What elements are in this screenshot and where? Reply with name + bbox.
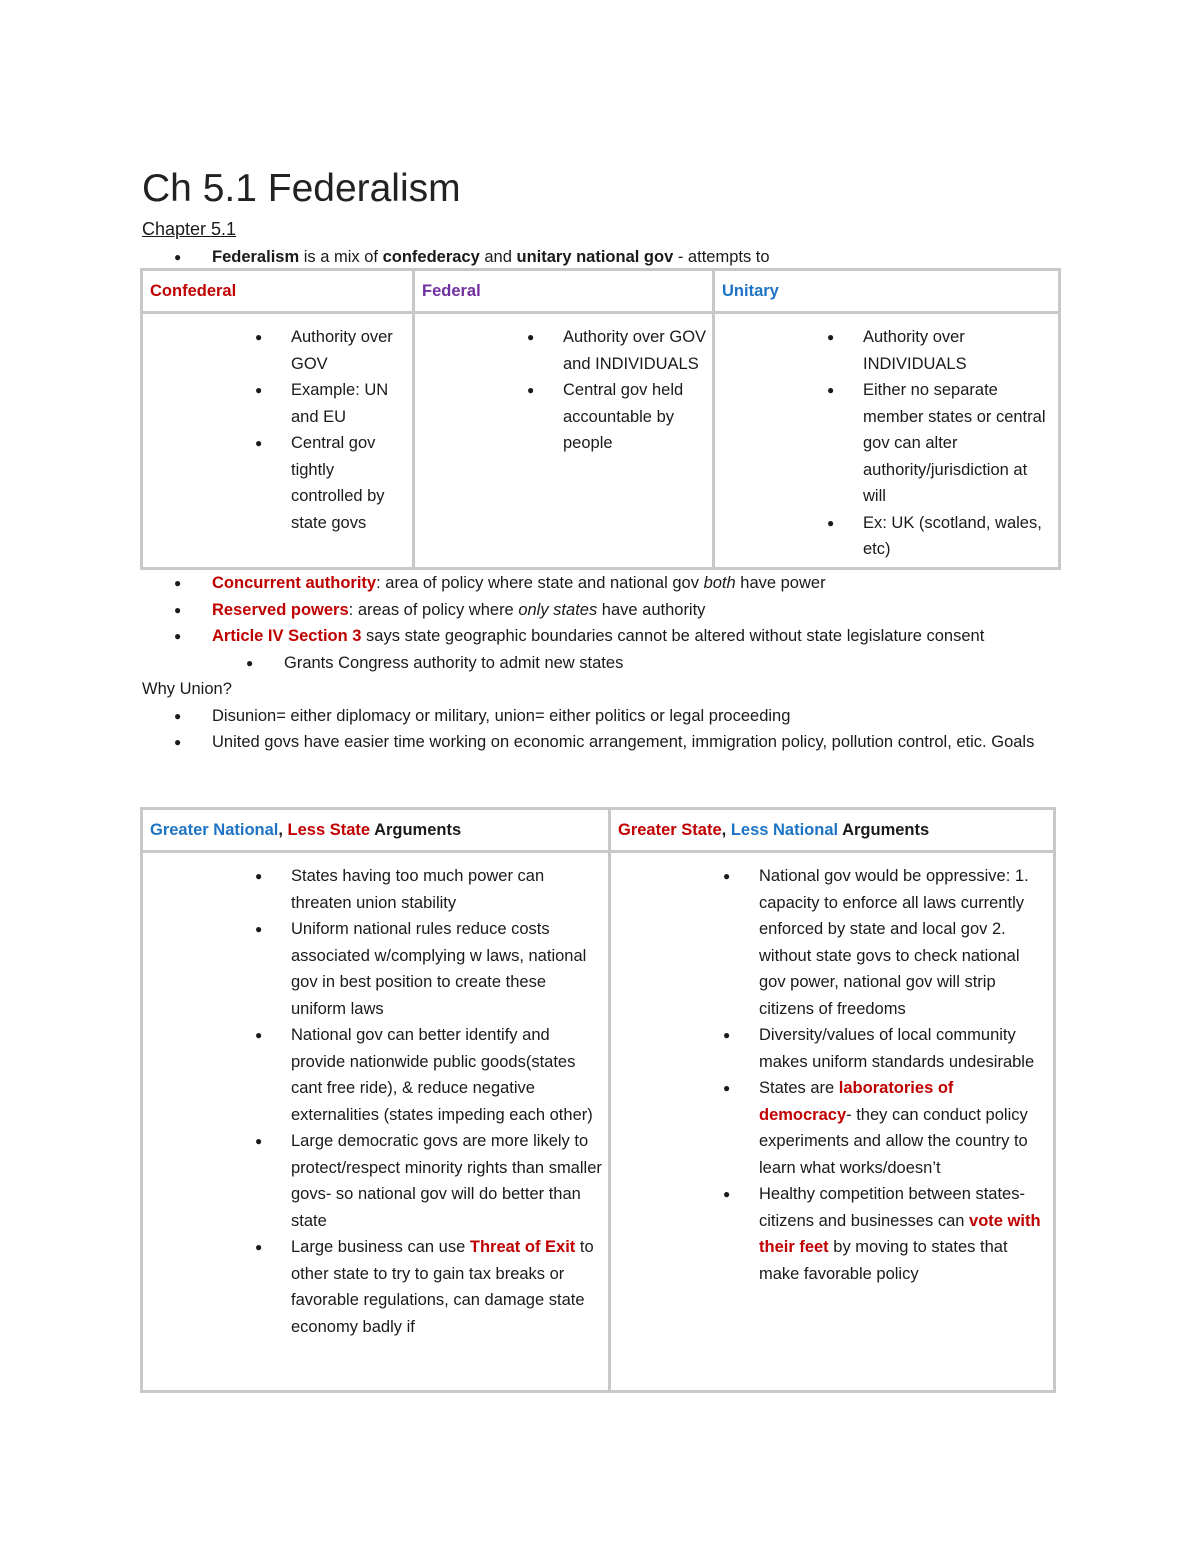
term-unitary: unitary national gov — [516, 248, 674, 266]
header-part: , — [721, 821, 731, 839]
intro-text: - attempts to — [673, 248, 770, 266]
list-item: ● Central gov held accountable by people — [523, 377, 708, 457]
text: : area of policy where state and national gov — [376, 574, 704, 592]
list-item: ● Authority over GOV and INDIVIDUALS — [523, 324, 708, 377]
text: : areas of policy where — [348, 600, 519, 619]
chapter-heading: Chapter 5.1 — [142, 219, 237, 239]
list-item: ● Either no separate member states or central gov can alter authority/jurisdiction at will — [823, 377, 1054, 510]
header-part: Less State — [287, 821, 371, 839]
header-part: Arguments — [370, 821, 462, 839]
intro-text: and — [479, 248, 517, 266]
emphasis: only states — [518, 600, 598, 619]
term-vote-with-feet: vote with their feet — [759, 1211, 1041, 1256]
term-confederacy: confederacy — [382, 248, 480, 266]
list-item: ● States having too much power can threaten union stability — [251, 863, 604, 916]
term-concurrent: Concurrent authority — [212, 574, 377, 592]
text: to other state to try to gain tax breaks or favorable regulations, can damage state economy badly if — [291, 1238, 594, 1336]
reserved-powers-bullet — [142, 597, 1062, 624]
text: by moving to states that make favorable policy — [759, 1238, 1008, 1283]
header-greater-national — [142, 809, 610, 852]
why-bullet: ● Disunion= either diplomacy or military, union= either politics or legal proceeding — [142, 703, 1062, 730]
greater-national-list — [251, 863, 604, 1340]
header-part: Greater State — [618, 821, 722, 839]
arguments-table — [140, 807, 1056, 1393]
term-federalism: Federalism — [212, 248, 300, 266]
list-item: ● Authority over INDIVIDUALS — [823, 324, 1054, 377]
text: have power — [735, 574, 826, 592]
list-item: ● Authority over GOV — [251, 324, 406, 377]
list-item: ● Large democratic govs are more likely to protect/respect minority rights than smaller govs- so national gov will do better than state — [251, 1128, 604, 1234]
header-part: , — [278, 821, 288, 839]
notes-section — [142, 570, 1062, 756]
list-item: ● Diversity/values of local community makes uniform standards undesirable — [719, 1022, 1049, 1075]
why-bullet: ● United govs have easier time working on economic arrangement, immigration policy, pollution control, etic. Goals — [142, 729, 1062, 756]
list-item — [719, 1181, 1049, 1287]
text: have authority — [597, 600, 706, 619]
confederal-list — [251, 324, 406, 536]
term-laboratories: laboratories of democracy — [759, 1079, 954, 1124]
list-item: ● Central gov tightly controlled by state govs — [251, 430, 406, 536]
why-union-heading: Why Union? — [142, 680, 232, 698]
term-article-iv: Article IV Section 3 — [212, 627, 362, 645]
list-item: ● National gov can better identify and provide nationwide public goods(states cant free ride), & reduce negative externalities (states impeding each other) — [251, 1022, 604, 1128]
concurrent-authority-bullet — [142, 570, 1062, 597]
federal-list — [523, 324, 708, 457]
term-reserved: Reserved powers — [212, 600, 349, 619]
list-item: ● Example: UN and EU — [251, 377, 406, 430]
header-greater-state — [610, 809, 1055, 852]
term-threat-of-exit: Threat of Exit — [469, 1238, 576, 1256]
text: - they can conduct policy experiments and allow the country to learn what works/doesn’t — [759, 1105, 1028, 1177]
header-unitary: Unitary — [722, 282, 779, 300]
intro-section — [142, 244, 1062, 271]
article-iv-bullet — [142, 623, 1062, 650]
header-confederal: Confederal — [150, 282, 237, 300]
list-item: ● Ex: UK (scotland, wales, etc) — [823, 510, 1054, 563]
list-item: ● Uniform national rules reduce costs associated w/complying w laws, national gov in best position to create these uniform laws — [251, 916, 604, 1022]
list-item: ● National gov would be oppressive: 1. capacity to enforce all laws currently enforced by state and local gov 2. without state govs to check national gov power, national gov will strip citizens of freedoms — [719, 863, 1049, 1022]
intro-text: is a mix of — [299, 248, 383, 266]
text: States are — [759, 1079, 839, 1097]
text: Large business can use — [291, 1238, 470, 1256]
header-part: Arguments — [838, 821, 930, 839]
header-federal: Federal — [422, 282, 481, 300]
greater-state-list — [719, 863, 1049, 1287]
emphasis: both — [703, 574, 736, 592]
list-item — [719, 1075, 1049, 1181]
intro-bullet — [142, 244, 1062, 271]
unitary-list — [823, 324, 1054, 563]
header-part: Less National — [730, 821, 839, 839]
government-types-table — [140, 268, 1061, 570]
header-part: Greater National — [150, 821, 279, 839]
article-iv-sub-bullet: ● Grants Congress authority to admit new states — [142, 650, 1062, 677]
text: Healthy competition between states- citizens and businesses can — [759, 1185, 1025, 1230]
document-title: Ch 5.1 Federalism — [142, 167, 461, 210]
text: says state geographic boundaries cannot be altered without state legislature consent — [361, 627, 985, 645]
list-item — [251, 1234, 604, 1340]
